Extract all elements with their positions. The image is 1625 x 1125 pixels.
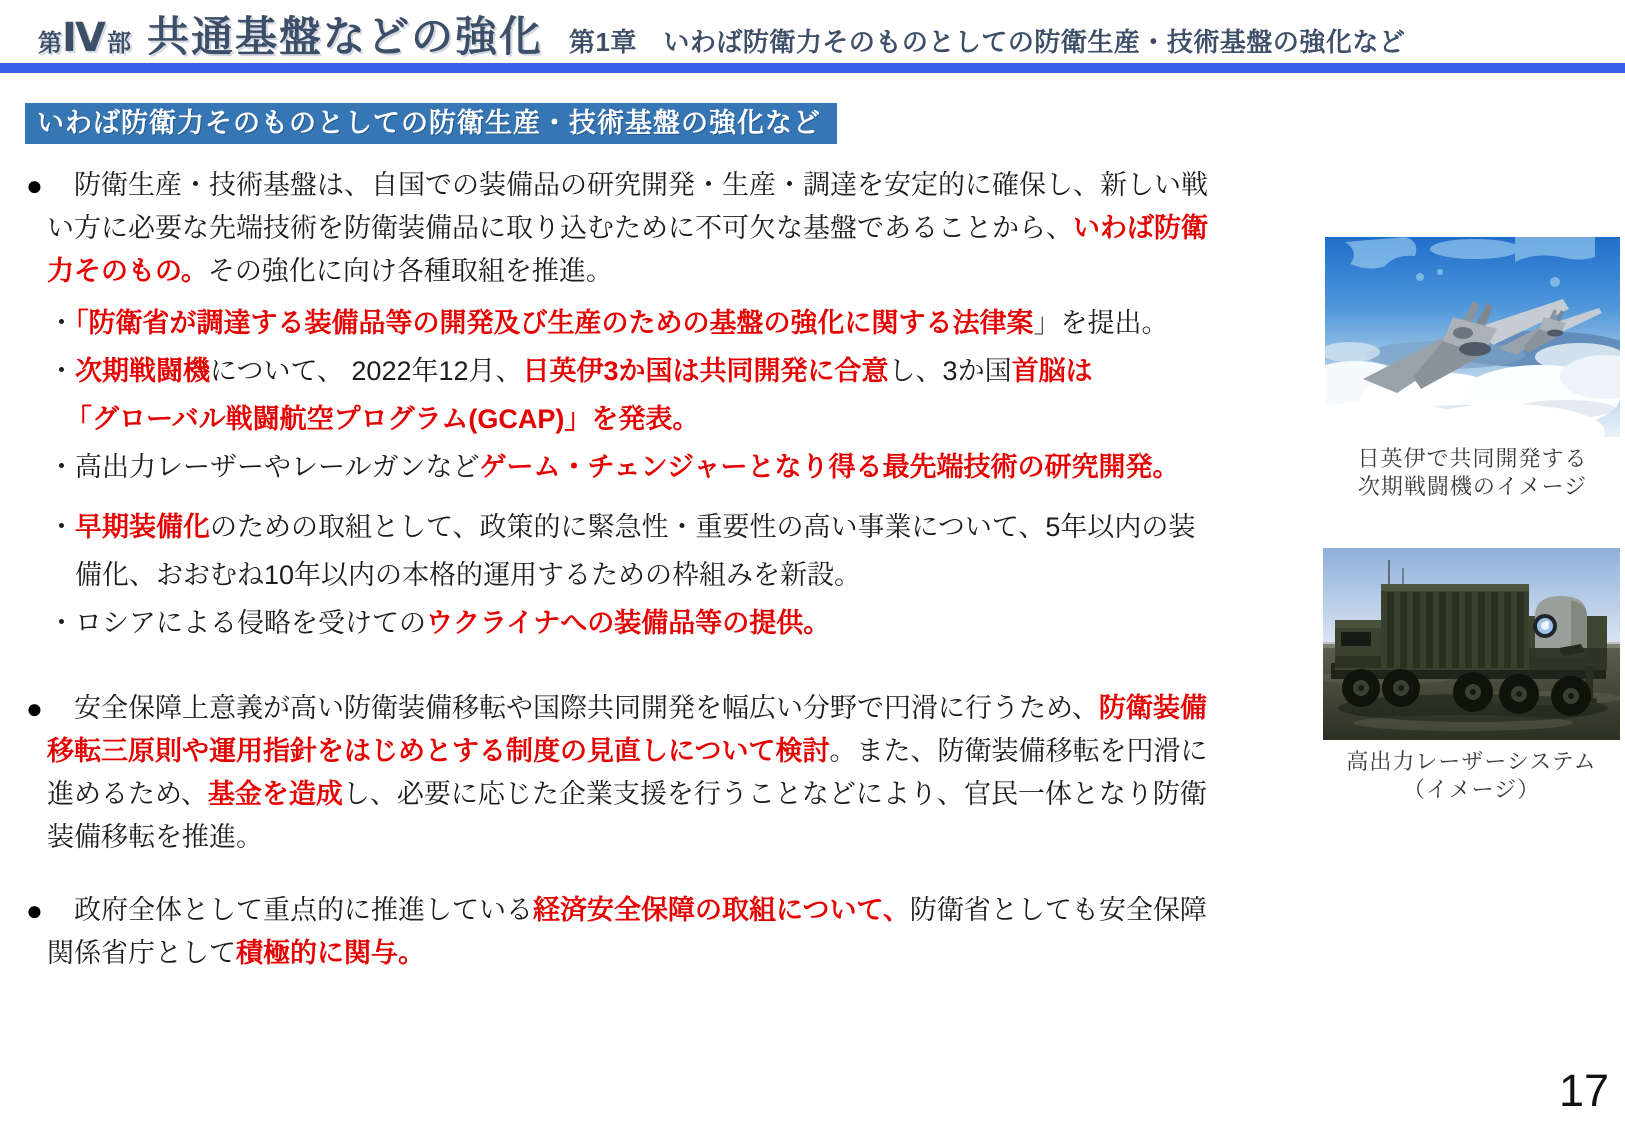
caption-line: 次期戦闘機のイメージ <box>1357 474 1588 499</box>
body-line <box>0 443 1330 491</box>
text-segment: ・ <box>48 356 75 386</box>
caption-line: 日英伊で共同開発する <box>1357 446 1588 471</box>
text-segment: ・高出力レーザーやレールガンなど <box>48 452 480 482</box>
bullet-marker: ● <box>26 170 43 201</box>
text-segment: のための取組として、政策的に緊急性・重要性の高い事業について、5年以内の装 <box>210 512 1196 542</box>
text-segment: ・ロシアによる侵略を受けての <box>48 608 426 638</box>
caption-laser-system <box>1323 748 1620 804</box>
figure-fighter-jets <box>1325 237 1620 437</box>
text-segment: 関係省庁として <box>47 938 236 968</box>
text-segment: ・ <box>48 512 75 542</box>
part-numeral: Ⅳ <box>62 16 107 60</box>
text-segment: 経済安全保障の取組について、 <box>533 895 910 925</box>
divider-line <box>0 63 1625 73</box>
part-prefix: 第 <box>38 30 62 57</box>
caption-line: （イメージ） <box>1402 777 1541 802</box>
part-label <box>38 15 131 61</box>
body-content <box>0 164 1330 975</box>
header <box>38 4 1405 64</box>
text-segment: 」を提出。 <box>1033 308 1169 338</box>
body-line <box>0 164 1330 207</box>
text-segment: 。また、防衛装備移転を円滑に <box>829 736 1208 766</box>
text-segment: い方に必要な先端技術を防衛装備品に取り込むために不可欠な基盤であることから、 <box>47 213 1073 243</box>
bullet-marker: ● <box>26 693 43 724</box>
text-segment: その強化に向け各種取組を推進。 <box>207 256 613 286</box>
fighter-jets-image <box>1325 237 1620 437</box>
text-segment: 防衛生産・技術基盤は、自国での装備品の研究開発・生産・調達を安定的に確保し、新しい戦 <box>47 170 1208 200</box>
body-line <box>0 773 1330 816</box>
body-line <box>0 395 1330 443</box>
text-segment: 政府全体として重点的に推進している <box>47 895 533 925</box>
text-segment: し、3か国 <box>888 356 1012 386</box>
body-line <box>0 687 1330 730</box>
text-segment: 「防衛省が調達する装備品等の開発及び生産のための基盤の強化に関する法律案 <box>75 308 1034 338</box>
section-banner: いわば防衛力そのものとしての防衛生産・技術基盤の強化など <box>25 103 837 144</box>
text-segment: 首脳は <box>1011 356 1093 386</box>
text-segment: 次期戦闘機 <box>75 356 210 386</box>
body-line <box>0 299 1330 347</box>
body-line <box>0 599 1330 647</box>
text-segment: について、 2022年12月、 <box>210 356 523 386</box>
page-number: 17 <box>1558 1065 1609 1116</box>
text-segment: 「グローバル戦闘航空プログラム(GCAP)」を発表。 <box>65 404 700 434</box>
bullet-marker: ● <box>26 895 43 926</box>
body-line <box>0 932 1330 975</box>
body-line <box>0 250 1330 293</box>
body-line <box>0 503 1330 551</box>
body-line <box>0 816 1330 859</box>
text-segment: 防衛省としても安全保障 <box>909 895 1207 925</box>
part-suffix: 部 <box>106 30 131 57</box>
caption-line: 高出力レーザーシステム <box>1346 749 1597 774</box>
body-line <box>0 207 1330 250</box>
body-line <box>0 889 1330 932</box>
laser-system-image <box>1323 548 1620 740</box>
text-segment: いわば防衛 <box>1073 213 1208 243</box>
text-segment: 基金を造成 <box>207 779 343 809</box>
text-segment: ウクライナへの装備品等の提供。 <box>426 608 831 638</box>
text-segment: 安全保障上意義が高い防衛装備移転や国際共同開発を幅広い分野で円滑に行うため、 <box>47 693 1099 723</box>
text-segment: 装備移転を推進。 <box>47 822 263 852</box>
text-segment: 力そのもの。 <box>47 256 208 286</box>
text-segment: 防衛装備 <box>1098 693 1207 723</box>
text-segment: 日英伊3か国は共同開発に合意 <box>522 356 889 386</box>
text-segment: 積極的に関与。 <box>236 938 425 968</box>
text-segment: ゲーム・チェンジャーとなり得る最先端技術の研究開発。 <box>479 452 1180 482</box>
body-line <box>0 551 1330 599</box>
text-segment: 早期装備化 <box>75 512 210 542</box>
chapter-title: 第1章 いわば防衛力そのものとしての防衛生産・技術基盤の強化など <box>568 27 1406 57</box>
caption-fighter-jets <box>1325 445 1620 501</box>
text-segment: 移転三原則や運用指針をはじめとする制度の見直しについて検討 <box>47 736 830 766</box>
page-title: 共通基盤などの強化 <box>146 13 543 60</box>
text-segment: し、必要に応じた企業支援を行うことなどにより、官民一体となり防衛 <box>342 779 1207 809</box>
text-segment: 進めるため、 <box>47 779 208 809</box>
figure-laser-system <box>1323 548 1620 740</box>
body-line <box>0 347 1330 395</box>
text-segment: 備化、おおむね10年以内の本格的運用するための枠組みを新設。 <box>75 560 862 590</box>
text-segment: ・ <box>48 308 75 338</box>
body-line <box>0 730 1330 773</box>
